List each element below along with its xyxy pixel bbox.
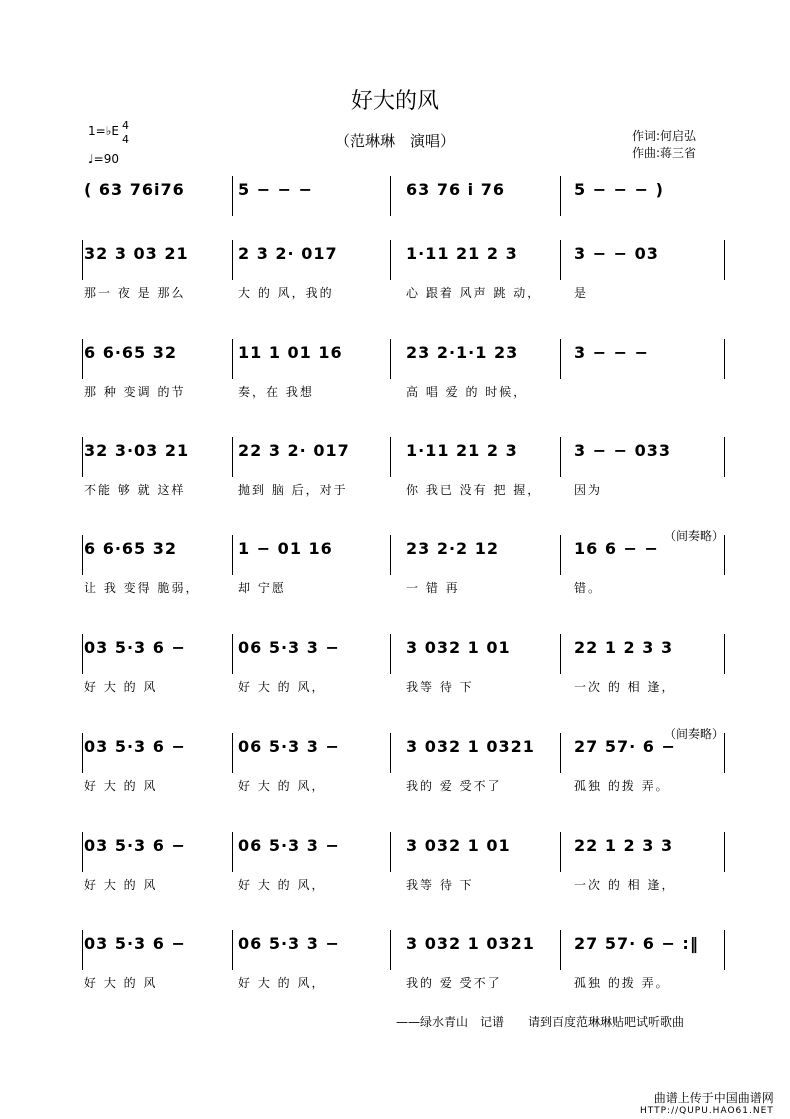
barline	[390, 176, 391, 216]
watermark-line-2: HTTP://QUPU.HAO61.NET	[640, 1106, 774, 1116]
score-system	[0, 529, 790, 615]
measure-lyrics: 好 大 的 风，	[238, 779, 326, 793]
measure-notes: 3 032 1 01	[406, 638, 511, 657]
measure-lyrics: 一次 的 相 逢，	[574, 878, 676, 892]
barline	[82, 733, 83, 773]
measure-lyrics: 孤独 的拨 弄。	[574, 976, 670, 990]
key-signature: 1=♭E	[88, 124, 119, 138]
score-system	[0, 339, 790, 419]
barline	[724, 733, 725, 773]
score-system	[0, 832, 790, 912]
measure-lyrics: 让 我 变得 脆弱，	[84, 581, 200, 595]
score-system	[0, 437, 790, 517]
measure-notes: 5 − − − )	[574, 180, 664, 199]
barline	[232, 535, 233, 575]
measure-notes: 3 032 1 0321	[406, 737, 535, 756]
measure-lyrics: 好 大 的 风	[84, 680, 158, 694]
barline	[82, 930, 83, 970]
song-title: 好大的风	[350, 89, 439, 114]
measure-notes: 3 032 1 01	[406, 836, 511, 855]
barline	[82, 339, 83, 379]
measure-notes: 03 5·3 6 −	[84, 638, 186, 657]
measure-lyrics: 我等 待 下	[406, 878, 474, 892]
barline	[390, 437, 391, 477]
barline	[232, 930, 233, 970]
measure-lyrics: 因为	[574, 483, 603, 497]
barline	[82, 437, 83, 477]
barline	[82, 535, 83, 575]
score-system	[0, 634, 790, 714]
measure-notes: 03 5·3 6 −	[84, 737, 186, 756]
measure-lyrics: 是	[574, 286, 589, 300]
barline	[724, 930, 725, 970]
barline	[560, 240, 561, 280]
measure-notes: 3 − − 03	[574, 244, 659, 263]
measure-notes: 32 3·03 21	[84, 441, 190, 460]
measure-notes: 32 3 03 21	[84, 244, 189, 263]
barline	[724, 240, 725, 280]
barline	[560, 437, 561, 477]
measure-lyrics: 心 跟着 风声 跳 动，	[406, 286, 542, 300]
measure-notes: 27 57· 6 − :‖	[574, 934, 699, 953]
measure-notes: 22 1 2 3 3	[574, 638, 674, 657]
barline	[232, 339, 233, 379]
measure-lyrics: 不能 够 就 这样	[84, 483, 186, 497]
barline	[724, 634, 725, 674]
barline	[724, 535, 725, 575]
barline	[82, 634, 83, 674]
measure-lyrics: 却 宁愿	[238, 581, 286, 595]
measure-notes: 1·11 21 2 3	[406, 244, 518, 263]
measure-notes: 5 − − −	[238, 180, 314, 199]
barline	[724, 437, 725, 477]
measure-notes: 3 − − −	[574, 343, 650, 362]
measure-notes: 03 5·3 6 −	[84, 934, 186, 953]
lyricist-credit: 作词:何启弘	[632, 129, 697, 143]
measure-lyrics: 高 唱 爱 的 时候，	[406, 385, 528, 399]
measure-notes: 06 5·3 3 −	[238, 737, 340, 756]
measure-notes: 1·11 21 2 3	[406, 441, 518, 460]
measure-lyrics: 我等 待 下	[406, 680, 474, 694]
barline	[390, 240, 391, 280]
barline	[390, 930, 391, 970]
measure-notes: 3 032 1 0321	[406, 934, 535, 953]
measure-lyrics: 一次 的 相 逢，	[574, 680, 676, 694]
score-system	[0, 240, 790, 320]
barline	[724, 832, 725, 872]
measure-lyrics: 我的 爱 受不了	[406, 976, 502, 990]
barline	[560, 930, 561, 970]
measure-notes: 11 1 01 16	[238, 343, 343, 362]
barline	[390, 634, 391, 674]
measure-notes: 2 3 2· 017	[238, 244, 338, 263]
measure-notes: 27 57· 6 −	[574, 737, 676, 756]
measure-lyrics: 错。	[574, 581, 603, 595]
measure-lyrics: 一 错 再	[406, 581, 460, 595]
barline	[232, 733, 233, 773]
measure-lyrics: 那 种 变调 的节	[84, 385, 186, 399]
measure-notes: 03 5·3 6 −	[84, 836, 186, 855]
tempo-marking: ♩=90	[88, 152, 119, 166]
measure-lyrics: 你 我已 没有 把 握，	[406, 483, 542, 497]
barline	[390, 832, 391, 872]
barline	[560, 733, 561, 773]
measure-lyrics: 好 大 的 风	[84, 976, 158, 990]
measure-notes: 16 6 − −	[574, 539, 659, 558]
barline	[232, 634, 233, 674]
interlude-note: （间奏略）	[664, 727, 725, 741]
score-system	[0, 930, 790, 1010]
barline	[232, 437, 233, 477]
singer-credit: （范琳琳 演唱）	[334, 132, 455, 150]
measure-lyrics: 好 大 的 风，	[238, 680, 326, 694]
measure-notes: 6 6·65 32	[84, 539, 178, 558]
barline	[724, 339, 725, 379]
site-watermark	[640, 1092, 774, 1118]
time-signature-top: 4	[122, 119, 129, 132]
barline	[560, 535, 561, 575]
measure-notes: 22 3 2· 017	[238, 441, 350, 460]
measure-notes: 06 5·3 3 −	[238, 934, 340, 953]
watermark-line-1: 曲谱上传于中国曲谱网	[653, 1091, 774, 1105]
measure-lyrics: 那一 夜 是 那么	[84, 286, 186, 300]
measure-lyrics: 大 的 风，我的	[238, 286, 334, 300]
measure-notes: 06 5·3 3 −	[238, 638, 340, 657]
transcriber-note: ——绿水青山 记谱 请到百度范琳琳贴吧试听歌曲	[396, 1015, 685, 1029]
measure-lyrics: 孤独 的拨 弄。	[574, 779, 670, 793]
measure-lyrics: 好 大 的 风	[84, 878, 158, 892]
measure-notes: 23 2·1·1 23	[406, 343, 519, 362]
measure-lyrics: 奏，在 我想	[238, 385, 314, 399]
barline	[82, 240, 83, 280]
barline	[560, 634, 561, 674]
measure-lyrics: 好 大 的 风，	[238, 878, 326, 892]
measure-notes: ( 63 76i76	[84, 180, 185, 199]
interlude-note: （间奏略）	[664, 529, 725, 543]
barline	[232, 240, 233, 280]
barline	[390, 535, 391, 575]
measure-lyrics: 好 大 的 风	[84, 779, 158, 793]
score-system	[0, 727, 790, 813]
measure-lyrics: 我的 爱 受不了	[406, 779, 502, 793]
measure-notes: 06 5·3 3 −	[238, 836, 340, 855]
measure-notes: 6 6·65 32	[84, 343, 178, 362]
barline	[390, 339, 391, 379]
barline	[560, 339, 561, 379]
measure-lyrics: 好 大 的 风，	[238, 976, 326, 990]
barline	[232, 176, 233, 216]
time-signature-bottom: 4	[122, 133, 129, 146]
measure-notes: 1 − 01 16	[238, 539, 333, 558]
measure-notes: 63 76 i 76	[406, 180, 505, 199]
barline	[560, 176, 561, 216]
barline	[560, 832, 561, 872]
measure-notes: 23 2·2 12	[406, 539, 500, 558]
measure-notes: 22 1 2 3 3	[574, 836, 674, 855]
barline	[82, 832, 83, 872]
measure-notes: 3 − − 033	[574, 441, 672, 460]
barline	[232, 832, 233, 872]
composer-credit: 作曲:蒋三省	[632, 146, 697, 160]
measure-lyrics: 抛到 脑 后，对于	[238, 483, 348, 497]
barline	[390, 733, 391, 773]
